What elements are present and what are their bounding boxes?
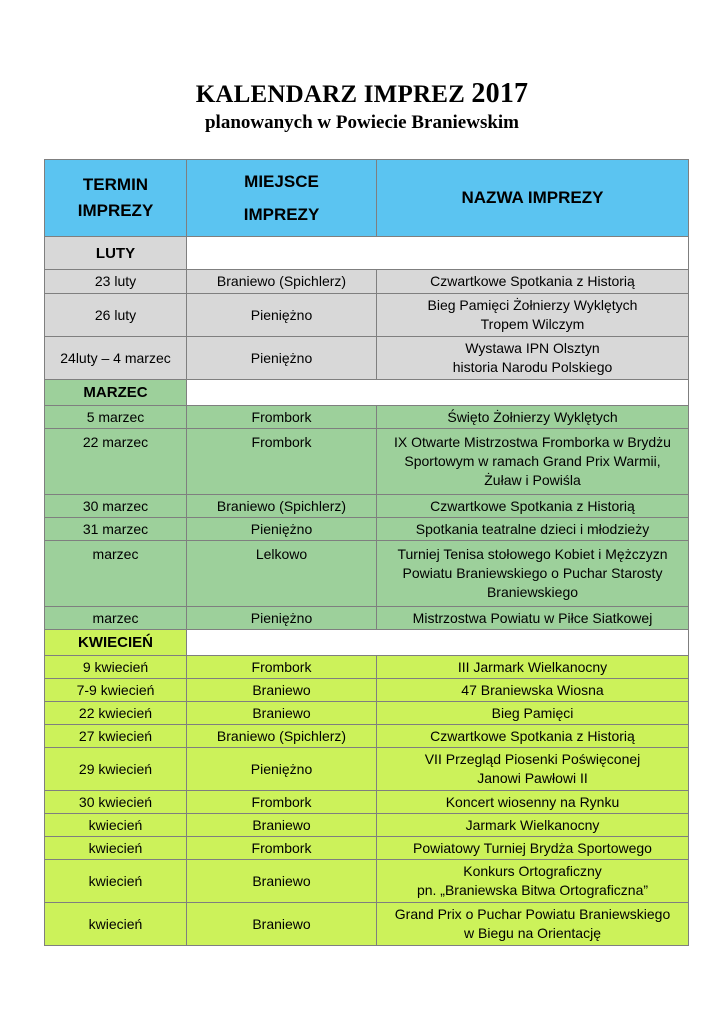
cell-place: Braniewo: [187, 903, 377, 946]
table-row: [45, 837, 689, 860]
cell-name-line: Grand Prix o Puchar Powiatu Braniewskiego: [394, 906, 671, 922]
month-row-marzec: [45, 380, 689, 406]
month-row-luty: [45, 237, 689, 270]
month-blank: [187, 237, 689, 270]
cell-name: Spotkania teatralne dzieci i młodzieży: [377, 518, 689, 541]
header-miejsce: [187, 160, 377, 237]
cell-place: Frombork: [187, 837, 377, 860]
cell-place: Braniewo (Spichlerz): [187, 495, 377, 518]
cell-date: marzec: [45, 541, 187, 607]
cell-name: [377, 860, 689, 903]
table-row: [45, 748, 689, 791]
header-termin-line1: TERMIN: [82, 175, 149, 194]
cell-name: [377, 294, 689, 337]
month-row-kwiecien: [45, 630, 689, 656]
cell-name: Mistrzostwa Powiatu w Piłce Siatkowej: [377, 607, 689, 630]
cell-date: 24luty – 4 marzec: [45, 337, 187, 380]
header-miejsce-line2: IMPREZY: [243, 205, 320, 224]
cell-place: Braniewo (Spichlerz): [187, 270, 377, 294]
cell-name: Jarmark Wielkanocny: [377, 814, 689, 837]
table-row: [45, 337, 689, 380]
cell-name-line: w Biegu na Orientację: [464, 925, 601, 941]
cell-place: Frombork: [187, 791, 377, 814]
cell-name: Koncert wiosenny na Rynku: [377, 791, 689, 814]
cell-name-line: Wystawa IPN Olsztyn: [465, 340, 600, 356]
title-year: 2017: [471, 78, 529, 109]
cell-name-line: pn. „Braniewska Bitwa Ortograficzna”: [416, 882, 649, 898]
page-subtitle: planowanych w Powiecie Braniewskim: [204, 112, 520, 133]
cell-name-line: Powiatu Braniewskiego o Puchar Starosty: [402, 565, 663, 581]
cell-place: Pieniężno: [187, 294, 377, 337]
cell-date: 30 marzec: [45, 495, 187, 518]
month-blank: [187, 380, 689, 406]
table-row: [45, 679, 689, 702]
table-row: [45, 541, 689, 607]
cell-date: 22 marzec: [45, 429, 187, 495]
cell-date: 7-9 kwiecień: [45, 679, 187, 702]
header-miejsce-line1: MIEJSCE: [244, 172, 319, 191]
cell-name-line: Żuław i Powiśla: [484, 472, 581, 488]
cell-place: Frombork: [187, 429, 377, 495]
cell-name: Czwartkowe Spotkania z Historią: [377, 495, 689, 518]
cell-name-line: historia Narodu Polskiego: [452, 359, 613, 375]
month-label-luty: LUTY: [45, 237, 187, 270]
cell-place: Braniewo (Spichlerz): [187, 725, 377, 748]
cell-date: kwiecień: [45, 860, 187, 903]
cell-place: Braniewo: [187, 702, 377, 725]
cell-name: Bieg Pamięci: [377, 702, 689, 725]
month-label-kwiecien: KWIECIEŃ: [45, 630, 187, 656]
cell-date: 29 kwiecień: [45, 748, 187, 791]
cell-name: [377, 748, 689, 791]
cell-date: kwiecień: [45, 903, 187, 946]
table-row: [45, 518, 689, 541]
cell-date: 22 kwiecień: [45, 702, 187, 725]
cell-date: marzec: [45, 607, 187, 630]
cell-name: 47 Braniewska Wiosna: [377, 679, 689, 702]
month-label-marzec: MARZEC: [45, 380, 187, 406]
table-header-row: [45, 160, 689, 237]
cell-name-line: Bieg Pamięci Żołnierzy Wyklętych: [427, 297, 638, 313]
table-row: [45, 294, 689, 337]
cell-name-line: Braniewskiego: [486, 584, 579, 600]
cell-date: 27 kwiecień: [45, 725, 187, 748]
table-row: [45, 270, 689, 294]
cell-name-line: Tropem Wilczym: [480, 316, 585, 332]
table-row: [45, 656, 689, 679]
cell-date: 30 kwiecień: [45, 791, 187, 814]
title-text: KALENDARZ IMPREZ: [195, 81, 465, 108]
cell-place: Pieniężno: [187, 337, 377, 380]
cell-date: 23 luty: [45, 270, 187, 294]
table-row: [45, 702, 689, 725]
cell-name: [377, 903, 689, 946]
cell-date: 31 marzec: [45, 518, 187, 541]
events-table: [44, 159, 689, 946]
page-title: [0, 78, 724, 110]
cell-name: Czwartkowe Spotkania z Historią: [377, 270, 689, 294]
cell-name: [377, 337, 689, 380]
cell-name: Powiatowy Turniej Brydża Sportowego: [377, 837, 689, 860]
cell-name: [377, 541, 689, 607]
cell-name: Święto Żołnierzy Wyklętych: [377, 406, 689, 429]
cell-name-line: Turniej Tenisa stołowego Kobiet i Mężczyzn: [397, 546, 668, 562]
cell-place: Braniewo: [187, 679, 377, 702]
header-termin: [45, 160, 187, 237]
cell-place: Lelkowo: [187, 541, 377, 607]
cell-place: Braniewo: [187, 860, 377, 903]
cell-date: 26 luty: [45, 294, 187, 337]
table-row: [45, 725, 689, 748]
cell-name-line: VII Przegląd Piosenki Poświęconej: [424, 751, 641, 767]
cell-place: Braniewo: [187, 814, 377, 837]
cell-name: III Jarmark Wielkanocny: [377, 656, 689, 679]
table-row: [45, 607, 689, 630]
table-row: [45, 791, 689, 814]
cell-place: Frombork: [187, 656, 377, 679]
cell-name: [377, 429, 689, 495]
cell-date: 5 marzec: [45, 406, 187, 429]
table-row: [45, 814, 689, 837]
table-row: [45, 860, 689, 903]
cell-place: Pieniężno: [187, 607, 377, 630]
header-termin-line2: IMPREZY: [77, 201, 154, 220]
month-blank: [187, 630, 689, 656]
cell-place: Pieniężno: [187, 748, 377, 791]
cell-name-line: IX Otwarte Mistrzostwa Fromborka w Brydżu: [394, 434, 671, 450]
table-row: [45, 429, 689, 495]
cell-name-line: Sportowym w ramach Grand Prix Warmii,: [404, 453, 661, 469]
cell-date: kwiecień: [45, 837, 187, 860]
table-row: [45, 903, 689, 946]
cell-name: Czwartkowe Spotkania z Historią: [377, 725, 689, 748]
table-row: [45, 406, 689, 429]
cell-name-line: Janowi Pawłowi II: [477, 770, 588, 786]
cell-name-line: Konkurs Ortograficzny: [463, 863, 602, 879]
cell-date: kwiecień: [45, 814, 187, 837]
cell-date: 9 kwiecień: [45, 656, 187, 679]
header-nazwa: NAZWA IMPREZY: [377, 160, 689, 237]
cell-place: Frombork: [187, 406, 377, 429]
cell-place: Pieniężno: [187, 518, 377, 541]
table-row: [45, 495, 689, 518]
